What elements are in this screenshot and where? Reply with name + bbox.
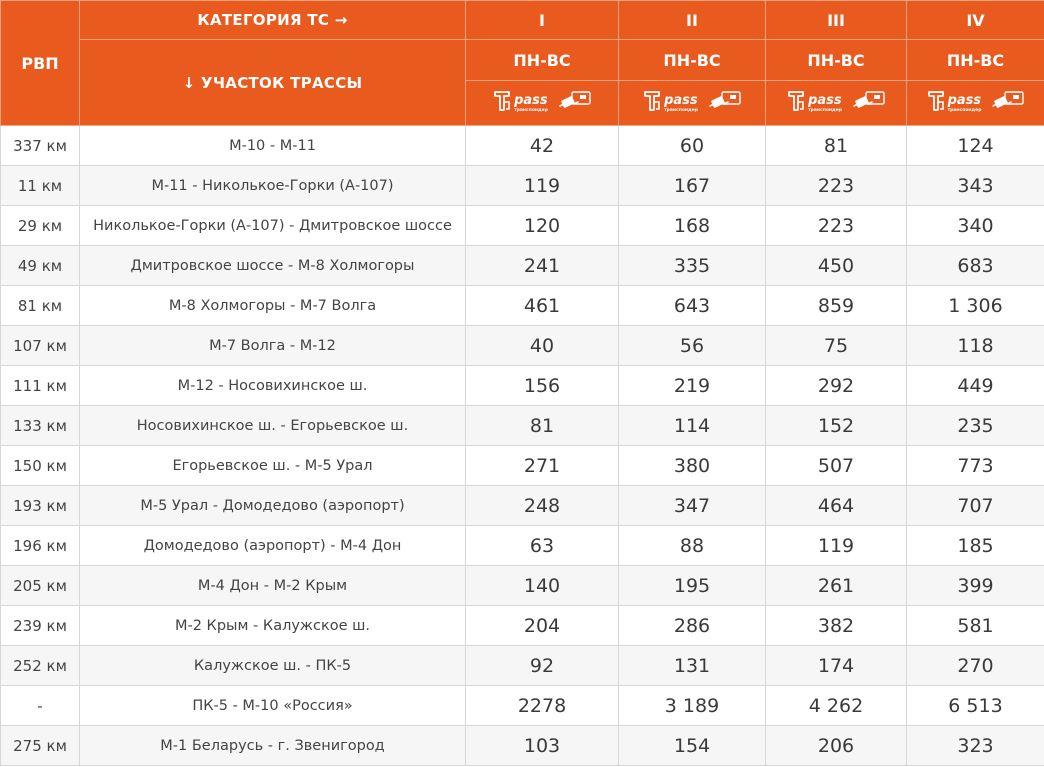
- price-cell-class-4: 185: [907, 526, 1044, 566]
- payment-card-icon: [991, 90, 1025, 112]
- price-cell-class-2: 56: [619, 326, 766, 366]
- payment-card-icon: [708, 90, 742, 112]
- rvp-cell: 133 км: [1, 406, 80, 446]
- price-cell-class-1: 2278: [466, 686, 619, 726]
- days-header-1: ПН-ВС: [466, 40, 619, 81]
- price-cell-class-2: 60: [619, 126, 766, 166]
- payment-logos-cell: [766, 81, 907, 126]
- category-header: КАТЕГОРИЯ ТС →: [80, 1, 466, 40]
- price-cell-class-4: 124: [907, 126, 1044, 166]
- rvp-cell: 337 км: [1, 126, 80, 166]
- price-cell-class-4: 235: [907, 406, 1044, 446]
- price-cell-class-4: 399: [907, 566, 1044, 606]
- price-cell-class-1: 140: [466, 566, 619, 606]
- table-row: [1, 686, 1044, 726]
- price-cell-class-1: 248: [466, 486, 619, 526]
- price-cell-class-2: 168: [619, 206, 766, 246]
- table-row: [1, 486, 1044, 526]
- logo-sub-text: транспондер: [664, 107, 698, 113]
- price-cell-class-1: 271: [466, 446, 619, 486]
- price-cell-class-4: 270: [907, 646, 1044, 686]
- section-cell: Домодедово (аэропорт) - М-4 Дон: [80, 526, 466, 566]
- class-header-4: IV: [907, 1, 1044, 40]
- section-cell: Калужское ш. - ПК-5: [80, 646, 466, 686]
- section-cell: М-1 Беларусь - г. Звенигород: [80, 726, 466, 766]
- logo-pass-text: pass: [514, 92, 548, 108]
- rvp-header: РВП: [1, 1, 80, 126]
- rvp-cell: 275 км: [1, 726, 80, 766]
- section-cell: М-7 Волга - М-12: [80, 326, 466, 366]
- rvp-cell: 11 км: [1, 166, 80, 206]
- table-row: [1, 246, 1044, 286]
- price-cell-class-4: 707: [907, 486, 1044, 526]
- price-cell-class-2: 643: [619, 286, 766, 326]
- price-cell-class-2: 131: [619, 646, 766, 686]
- price-cell-class-2: 195: [619, 566, 766, 606]
- price-cell-class-1: 156: [466, 366, 619, 406]
- price-cell-class-3: 223: [766, 166, 907, 206]
- payment-logos-cell: [619, 81, 766, 126]
- price-cell-class-2: 380: [619, 446, 766, 486]
- table-row: [1, 286, 1044, 326]
- table-row: [1, 366, 1044, 406]
- section-cell: М-8 Холмогоры - М-7 Волга: [80, 286, 466, 326]
- price-cell-class-1: 120: [466, 206, 619, 246]
- table-row: [1, 206, 1044, 246]
- rvp-cell: 107 км: [1, 326, 80, 366]
- section-cell: Дмитровское шоссе - М-8 Холмогоры: [80, 246, 466, 286]
- price-cell-class-2: 88: [619, 526, 766, 566]
- section-cell: Егорьевское ш. - М-5 Урал: [80, 446, 466, 486]
- price-cell-class-4: 773: [907, 446, 1044, 486]
- logo-sub-text: транспондер: [514, 107, 548, 113]
- price-cell-class-2: 286: [619, 606, 766, 646]
- rvp-cell: 49 км: [1, 246, 80, 286]
- price-cell-class-2: 335: [619, 246, 766, 286]
- price-cell-class-3: 152: [766, 406, 907, 446]
- price-cell-class-4: 343: [907, 166, 1044, 206]
- price-cell-class-4: 683: [907, 246, 1044, 286]
- price-cell-class-2: 167: [619, 166, 766, 206]
- table-row: [1, 726, 1044, 766]
- table-row: [1, 646, 1044, 686]
- table-header: [1, 1, 1044, 126]
- price-cell-class-2: 219: [619, 366, 766, 406]
- t-pass-logo-icon: [642, 89, 698, 113]
- table-row: [1, 406, 1044, 446]
- price-cell-class-3: 119: [766, 526, 907, 566]
- class-header-1: I: [466, 1, 619, 40]
- rvp-cell: -: [1, 686, 80, 726]
- logo-pass-text: pass: [947, 92, 982, 108]
- rvp-cell: 193 км: [1, 486, 80, 526]
- price-cell-class-2: 347: [619, 486, 766, 526]
- days-header-3: ПН-ВС: [766, 40, 907, 81]
- table-row: [1, 446, 1044, 486]
- rvp-cell: 205 км: [1, 566, 80, 606]
- price-cell-class-1: 81: [466, 406, 619, 446]
- t-pass-logo-icon: [926, 89, 982, 113]
- payment-logos-cell: [907, 81, 1044, 126]
- class-header-2: II: [619, 1, 766, 40]
- logo-pass-text: pass: [808, 92, 842, 108]
- price-cell-class-3: 206: [766, 726, 907, 766]
- price-cell-class-3: 81: [766, 126, 907, 166]
- price-cell-class-4: 581: [907, 606, 1044, 646]
- price-cell-class-3: 292: [766, 366, 907, 406]
- section-cell: М-2 Крым - Калужское ш.: [80, 606, 466, 646]
- table-row: [1, 566, 1044, 606]
- rvp-cell: 150 км: [1, 446, 80, 486]
- t-pass-logo-icon: [786, 89, 842, 113]
- price-cell-class-2: 114: [619, 406, 766, 446]
- price-cell-class-1: 103: [466, 726, 619, 766]
- section-cell: М-12 - Носовихинское ш.: [80, 366, 466, 406]
- section-cell: М-4 Дон - М-2 Крым: [80, 566, 466, 606]
- price-cell-class-2: 3 189: [619, 686, 766, 726]
- price-cell-class-3: 4 262: [766, 686, 907, 726]
- price-cell-class-3: 507: [766, 446, 907, 486]
- price-cell-class-1: 241: [466, 246, 619, 286]
- logo-sub-text: транспондер: [947, 107, 982, 113]
- price-cell-class-1: 42: [466, 126, 619, 166]
- class-header-3: III: [766, 1, 907, 40]
- rvp-cell: 239 км: [1, 606, 80, 646]
- section-header: ↓ УЧАСТОК ТРАССЫ: [80, 40, 466, 126]
- table-row: [1, 126, 1044, 166]
- t-pass-logo-icon: [492, 89, 548, 113]
- days-header-4: ПН-ВС: [907, 40, 1044, 81]
- price-cell-class-1: 204: [466, 606, 619, 646]
- rvp-cell: 196 км: [1, 526, 80, 566]
- price-cell-class-4: 340: [907, 206, 1044, 246]
- payment-card-icon: [558, 90, 592, 112]
- price-cell-class-3: 261: [766, 566, 907, 606]
- price-cell-class-3: 174: [766, 646, 907, 686]
- price-cell-class-2: 154: [619, 726, 766, 766]
- rvp-cell: 111 км: [1, 366, 80, 406]
- table-body: [1, 126, 1044, 766]
- rvp-cell: 252 км: [1, 646, 80, 686]
- price-cell-class-3: 382: [766, 606, 907, 646]
- price-cell-class-4: 323: [907, 726, 1044, 766]
- section-cell: Носовихинское ш. - Егорьевское ш.: [80, 406, 466, 446]
- days-header-2: ПН-ВС: [619, 40, 766, 81]
- price-cell-class-1: 119: [466, 166, 619, 206]
- price-cell-class-3: 450: [766, 246, 907, 286]
- price-cell-class-4: 449: [907, 366, 1044, 406]
- rvp-cell: 29 км: [1, 206, 80, 246]
- payment-card-icon: [852, 90, 886, 112]
- table-row: [1, 326, 1044, 366]
- payment-logos-cell: [466, 81, 619, 126]
- price-cell-class-1: 92: [466, 646, 619, 686]
- price-cell-class-4: 1 306: [907, 286, 1044, 326]
- price-cell-class-3: 75: [766, 326, 907, 366]
- price-cell-class-3: 223: [766, 206, 907, 246]
- price-cell-class-3: 464: [766, 486, 907, 526]
- price-cell-class-3: 859: [766, 286, 907, 326]
- price-cell-class-1: 461: [466, 286, 619, 326]
- section-cell: М-5 Урал - Домодедово (аэропорт): [80, 486, 466, 526]
- section-cell: ПК-5 - М-10 «Россия»: [80, 686, 466, 726]
- logo-sub-text: транспондер: [808, 107, 842, 113]
- section-cell: М-11 - Николькое-Горки (А-107): [80, 166, 466, 206]
- table-row: [1, 526, 1044, 566]
- logo-pass-text: pass: [664, 92, 698, 108]
- section-cell: Николькое-Горки (А-107) - Дмитровское шоссе: [80, 206, 466, 246]
- section-cell: М-10 - М-11: [80, 126, 466, 166]
- price-cell-class-1: 40: [466, 326, 619, 366]
- table-row: [1, 606, 1044, 646]
- table-row: [1, 166, 1044, 206]
- price-cell-class-4: 118: [907, 326, 1044, 366]
- price-cell-class-1: 63: [466, 526, 619, 566]
- price-cell-class-4: 6 513: [907, 686, 1044, 726]
- rvp-cell: 81 км: [1, 286, 80, 326]
